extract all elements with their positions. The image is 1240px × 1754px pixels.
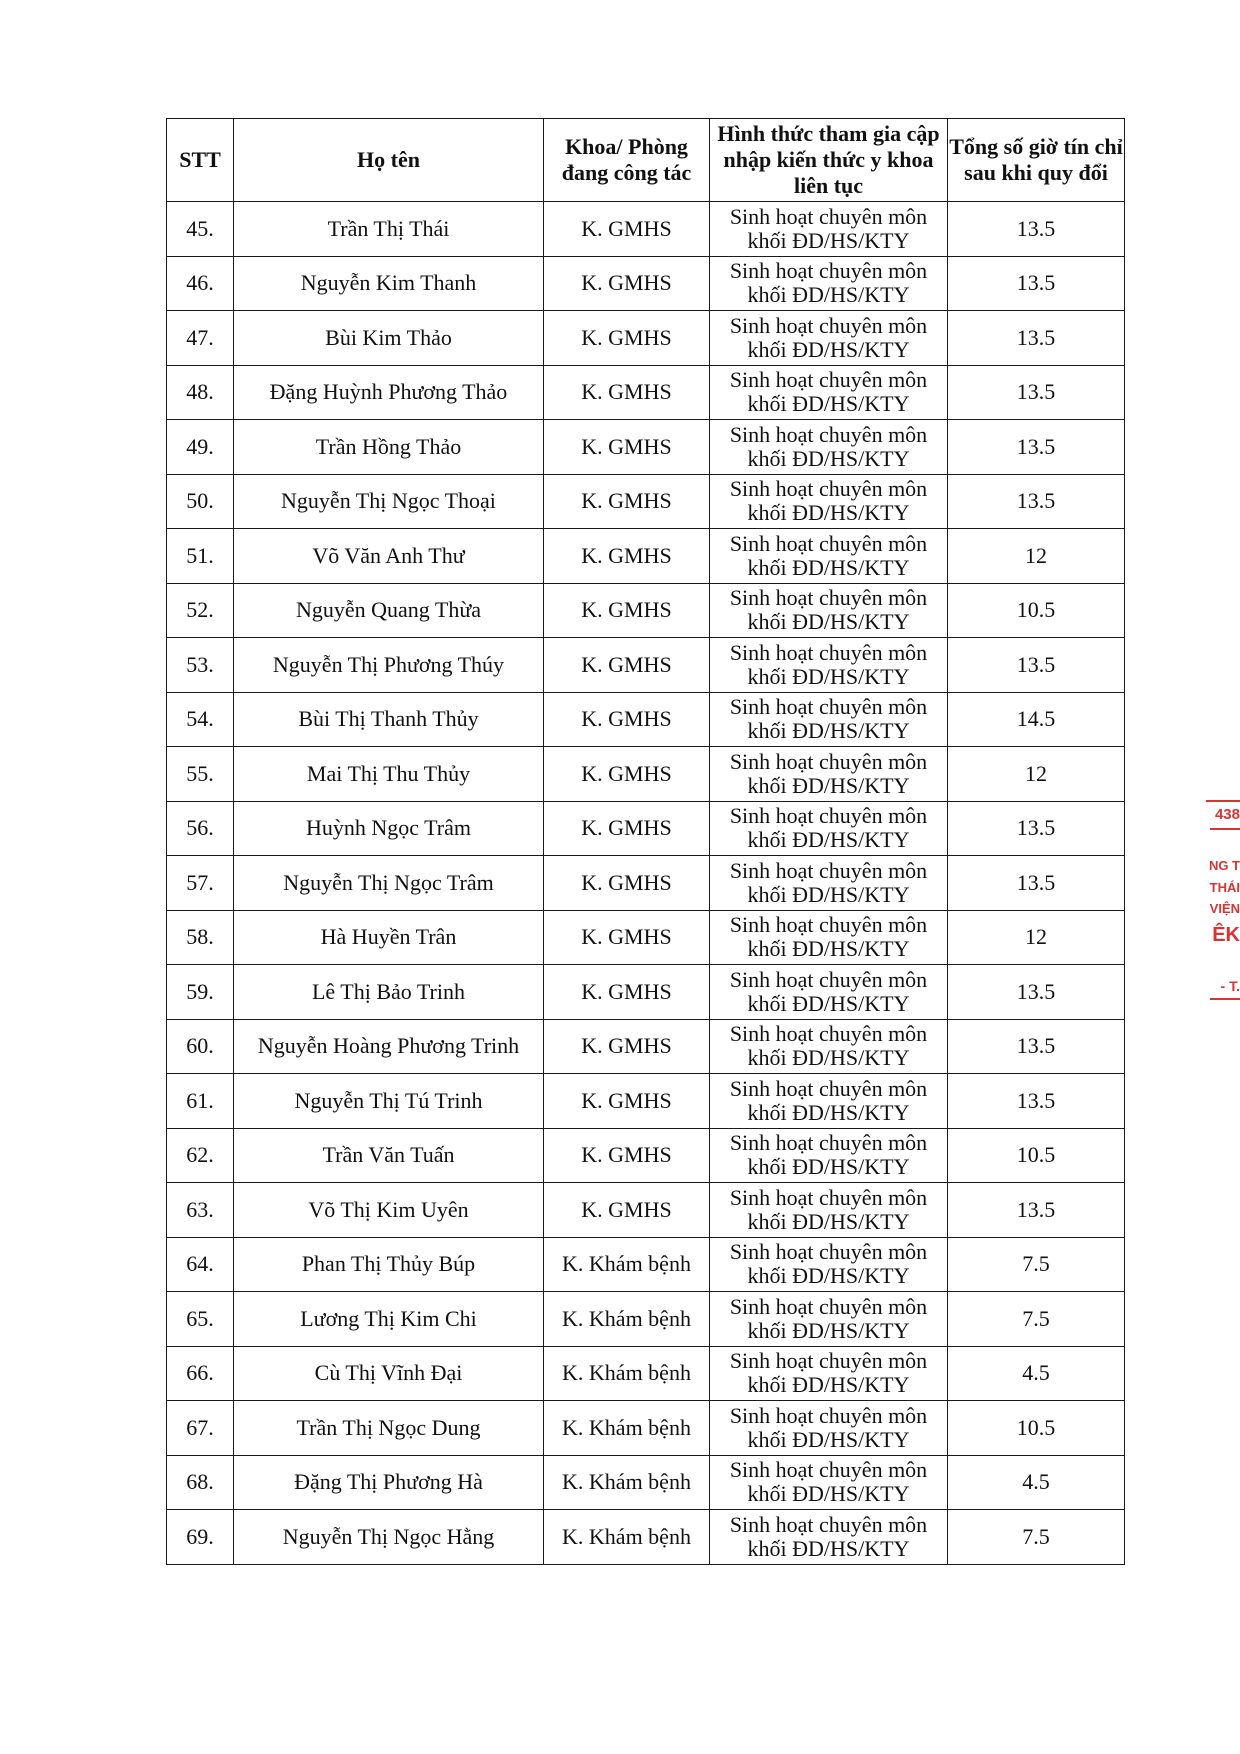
row-stt: 65. (167, 1292, 234, 1347)
row-form: Sinh hoạt chuyên môn khối ĐD/HS/KTY (710, 1019, 948, 1074)
row-stt: 55. (167, 747, 234, 802)
table-row (167, 910, 1125, 965)
row-hours: 13.5 (948, 638, 1125, 693)
row-dept: K. GMHS (544, 747, 710, 802)
table-row (167, 692, 1125, 747)
header-name: Họ tên (234, 119, 544, 202)
row-dept: K. GMHS (544, 365, 710, 420)
table-row (167, 638, 1125, 693)
row-stt: 60. (167, 1019, 234, 1074)
row-hours: 13.5 (948, 801, 1125, 856)
row-stt: 67. (167, 1401, 234, 1456)
row-form: Sinh hoạt chuyên môn khối ĐD/HS/KTY (710, 747, 948, 802)
row-hours: 14.5 (948, 692, 1125, 747)
table-row (167, 365, 1125, 420)
row-hours: 13.5 (948, 365, 1125, 420)
row-hours: 12 (948, 529, 1125, 584)
row-dept: K. GMHS (544, 1183, 710, 1238)
row-stt: 46. (167, 256, 234, 311)
row-form: Sinh hoạt chuyên môn khối ĐD/HS/KTY (710, 638, 948, 693)
row-name: Đặng Thị Phương Hà (234, 1455, 544, 1510)
row-stt: 50. (167, 474, 234, 529)
row-name: Lương Thị Kim Chi (234, 1292, 544, 1347)
table-row (167, 1074, 1125, 1129)
row-hours: 13.5 (948, 1074, 1125, 1129)
header-dept: Khoa/ Phòng đang công tác (544, 119, 710, 202)
row-dept: K. Khám bệnh (544, 1346, 710, 1401)
row-dept: K. GMHS (544, 202, 710, 257)
row-name: Hà Huyền Trân (234, 910, 544, 965)
row-stt: 58. (167, 910, 234, 965)
stamp-line-5: ÊK (1212, 924, 1240, 946)
row-dept: K. GMHS (544, 1074, 710, 1129)
row-name: Trần Hồng Thảo (234, 420, 544, 475)
row-form: Sinh hoạt chuyên môn khối ĐD/HS/KTY (710, 474, 948, 529)
row-hours: 10.5 (948, 1128, 1125, 1183)
row-dept: K. Khám bệnh (544, 1292, 710, 1347)
stamp-line-2: NG T (1208, 858, 1240, 873)
row-stt: 63. (167, 1183, 234, 1238)
red-stamp-fragment (1196, 800, 1240, 1020)
row-stt: 53. (167, 638, 234, 693)
row-dept: K. GMHS (544, 583, 710, 638)
row-name: Nguyễn Thị Tú Trinh (234, 1074, 544, 1129)
row-hours: 13.5 (948, 1183, 1125, 1238)
row-dept: K. Khám bệnh (544, 1510, 710, 1565)
row-hours: 13.5 (948, 856, 1125, 911)
table-row (167, 1510, 1125, 1565)
row-name: Nguyễn Kim Thanh (234, 256, 544, 311)
row-form: Sinh hoạt chuyên môn khối ĐD/HS/KTY (710, 910, 948, 965)
row-dept: K. GMHS (544, 638, 710, 693)
row-stt: 64. (167, 1237, 234, 1292)
row-name: Phan Thị Thủy Búp (234, 1237, 544, 1292)
row-hours: 13.5 (948, 256, 1125, 311)
row-name: Đặng Huỳnh Phương Thảo (234, 365, 544, 420)
row-stt: 45. (167, 202, 234, 257)
row-name: Nguyễn Hoàng Phương Trinh (234, 1019, 544, 1074)
row-form: Sinh hoạt chuyên môn khối ĐD/HS/KTY (710, 1346, 948, 1401)
row-dept: K. GMHS (544, 1128, 710, 1183)
row-name: Cù Thị Vĩnh Đại (234, 1346, 544, 1401)
table-row (167, 311, 1125, 366)
table-row (167, 1292, 1125, 1347)
table-row (167, 1183, 1125, 1238)
row-name: Võ Thị Kim Uyên (234, 1183, 544, 1238)
row-dept: K. GMHS (544, 1019, 710, 1074)
row-hours: 7.5 (948, 1292, 1125, 1347)
header-form: Hình thức tham gia cập nhập kiến thức y khoa liên tục (710, 119, 948, 202)
table-row (167, 474, 1125, 529)
row-stt: 56. (167, 801, 234, 856)
table-row (167, 1401, 1125, 1456)
row-dept: K. GMHS (544, 692, 710, 747)
row-form: Sinh hoạt chuyên môn khối ĐD/HS/KTY (710, 1455, 948, 1510)
row-form: Sinh hoạt chuyên môn khối ĐD/HS/KTY (710, 529, 948, 584)
row-stt: 61. (167, 1074, 234, 1129)
row-dept: K. GMHS (544, 529, 710, 584)
row-stt: 57. (167, 856, 234, 911)
table-row (167, 801, 1125, 856)
row-hours: 10.5 (948, 1401, 1125, 1456)
row-name: Bùi Kim Thảo (234, 311, 544, 366)
table-row (167, 420, 1125, 475)
table-row (167, 1128, 1125, 1183)
row-form: Sinh hoạt chuyên môn khối ĐD/HS/KTY (710, 692, 948, 747)
row-hours: 13.5 (948, 965, 1125, 1020)
row-form: Sinh hoạt chuyên môn khối ĐD/HS/KTY (710, 1401, 948, 1456)
row-stt: 54. (167, 692, 234, 747)
row-form: Sinh hoạt chuyên môn khối ĐD/HS/KTY (710, 1510, 948, 1565)
row-form: Sinh hoạt chuyên môn khối ĐD/HS/KTY (710, 311, 948, 366)
row-name: Nguyễn Thị Ngọc Thoại (234, 474, 544, 529)
table-row (167, 1455, 1125, 1510)
row-hours: 13.5 (948, 202, 1125, 257)
table-row (167, 965, 1125, 1020)
table-row (167, 256, 1125, 311)
stamp-line-6: - T. (1220, 978, 1240, 994)
row-hours: 12 (948, 747, 1125, 802)
row-form: Sinh hoạt chuyên môn khối ĐD/HS/KTY (710, 965, 948, 1020)
row-name: Trần Thị Thái (234, 202, 544, 257)
row-hours: 13.5 (948, 311, 1125, 366)
row-name: Huỳnh Ngọc Trâm (234, 801, 544, 856)
table-row (167, 1019, 1125, 1074)
row-name: Nguyễn Thị Ngọc Hằng (234, 1510, 544, 1565)
stamp-line-3: THÁI (1209, 880, 1240, 895)
row-hours: 10.5 (948, 583, 1125, 638)
table-row (167, 1237, 1125, 1292)
row-stt: 49. (167, 420, 234, 475)
row-form: Sinh hoạt chuyên môn khối ĐD/HS/KTY (710, 583, 948, 638)
row-stt: 51. (167, 529, 234, 584)
row-name: Mai Thị Thu Thủy (234, 747, 544, 802)
row-stt: 68. (167, 1455, 234, 1510)
table-row (167, 583, 1125, 638)
stamp-line-1: 438 (1214, 806, 1240, 823)
row-dept: K. Khám bệnh (544, 1237, 710, 1292)
header-hours: Tổng số giờ tín chỉ sau khi quy đổi (948, 119, 1125, 202)
row-form: Sinh hoạt chuyên môn khối ĐD/HS/KTY (710, 1128, 948, 1183)
row-name: Nguyễn Thị Phương Thúy (234, 638, 544, 693)
table-row (167, 202, 1125, 257)
table-row (167, 529, 1125, 584)
row-hours: 4.5 (948, 1455, 1125, 1510)
row-dept: K. GMHS (544, 474, 710, 529)
row-stt: 62. (167, 1128, 234, 1183)
row-form: Sinh hoạt chuyên môn khối ĐD/HS/KTY (710, 1237, 948, 1292)
row-form: Sinh hoạt chuyên môn khối ĐD/HS/KTY (710, 1074, 948, 1129)
table-row (167, 747, 1125, 802)
header-stt: STT (167, 119, 234, 202)
row-dept: K. Khám bệnh (544, 1401, 710, 1456)
row-stt: 47. (167, 311, 234, 366)
row-name: Lê Thị Bảo Trinh (234, 965, 544, 1020)
row-name: Bùi Thị Thanh Thủy (234, 692, 544, 747)
row-hours: 13.5 (948, 420, 1125, 475)
row-name: Nguyễn Thị Ngọc Trâm (234, 856, 544, 911)
row-name: Trần Văn Tuấn (234, 1128, 544, 1183)
row-hours: 13.5 (948, 1019, 1125, 1074)
table-row (167, 856, 1125, 911)
row-form: Sinh hoạt chuyên môn khối ĐD/HS/KTY (710, 1292, 948, 1347)
row-dept: K. GMHS (544, 256, 710, 311)
row-form: Sinh hoạt chuyên môn khối ĐD/HS/KTY (710, 801, 948, 856)
table-row (167, 1346, 1125, 1401)
row-hours: 13.5 (948, 474, 1125, 529)
row-stt: 59. (167, 965, 234, 1020)
table-body (167, 202, 1125, 1565)
table-header-row (167, 119, 1125, 202)
row-form: Sinh hoạt chuyên môn khối ĐD/HS/KTY (710, 365, 948, 420)
row-name: Trần Thị Ngọc Dung (234, 1401, 544, 1456)
row-dept: K. GMHS (544, 910, 710, 965)
row-hours: 7.5 (948, 1510, 1125, 1565)
row-dept: K. GMHS (544, 965, 710, 1020)
row-dept: K. GMHS (544, 311, 710, 366)
row-form: Sinh hoạt chuyên môn khối ĐD/HS/KTY (710, 256, 948, 311)
row-stt: 48. (167, 365, 234, 420)
row-hours: 7.5 (948, 1237, 1125, 1292)
staff-credit-table (166, 118, 1125, 1565)
row-form: Sinh hoạt chuyên môn khối ĐD/HS/KTY (710, 202, 948, 257)
row-form: Sinh hoạt chuyên môn khối ĐD/HS/KTY (710, 856, 948, 911)
row-name: Nguyễn Quang Thừa (234, 583, 544, 638)
row-hours: 12 (948, 910, 1125, 965)
row-form: Sinh hoạt chuyên môn khối ĐD/HS/KTY (710, 1183, 948, 1238)
row-stt: 69. (167, 1510, 234, 1565)
row-dept: K. Khám bệnh (544, 1455, 710, 1510)
stamp-line-4: VIỆN (1209, 901, 1240, 916)
row-stt: 52. (167, 583, 234, 638)
row-stt: 66. (167, 1346, 234, 1401)
row-dept: K. GMHS (544, 420, 710, 475)
row-form: Sinh hoạt chuyên môn khối ĐD/HS/KTY (710, 420, 948, 475)
row-name: Võ Văn Anh Thư (234, 529, 544, 584)
row-hours: 4.5 (948, 1346, 1125, 1401)
row-dept: K. GMHS (544, 856, 710, 911)
row-dept: K. GMHS (544, 801, 710, 856)
